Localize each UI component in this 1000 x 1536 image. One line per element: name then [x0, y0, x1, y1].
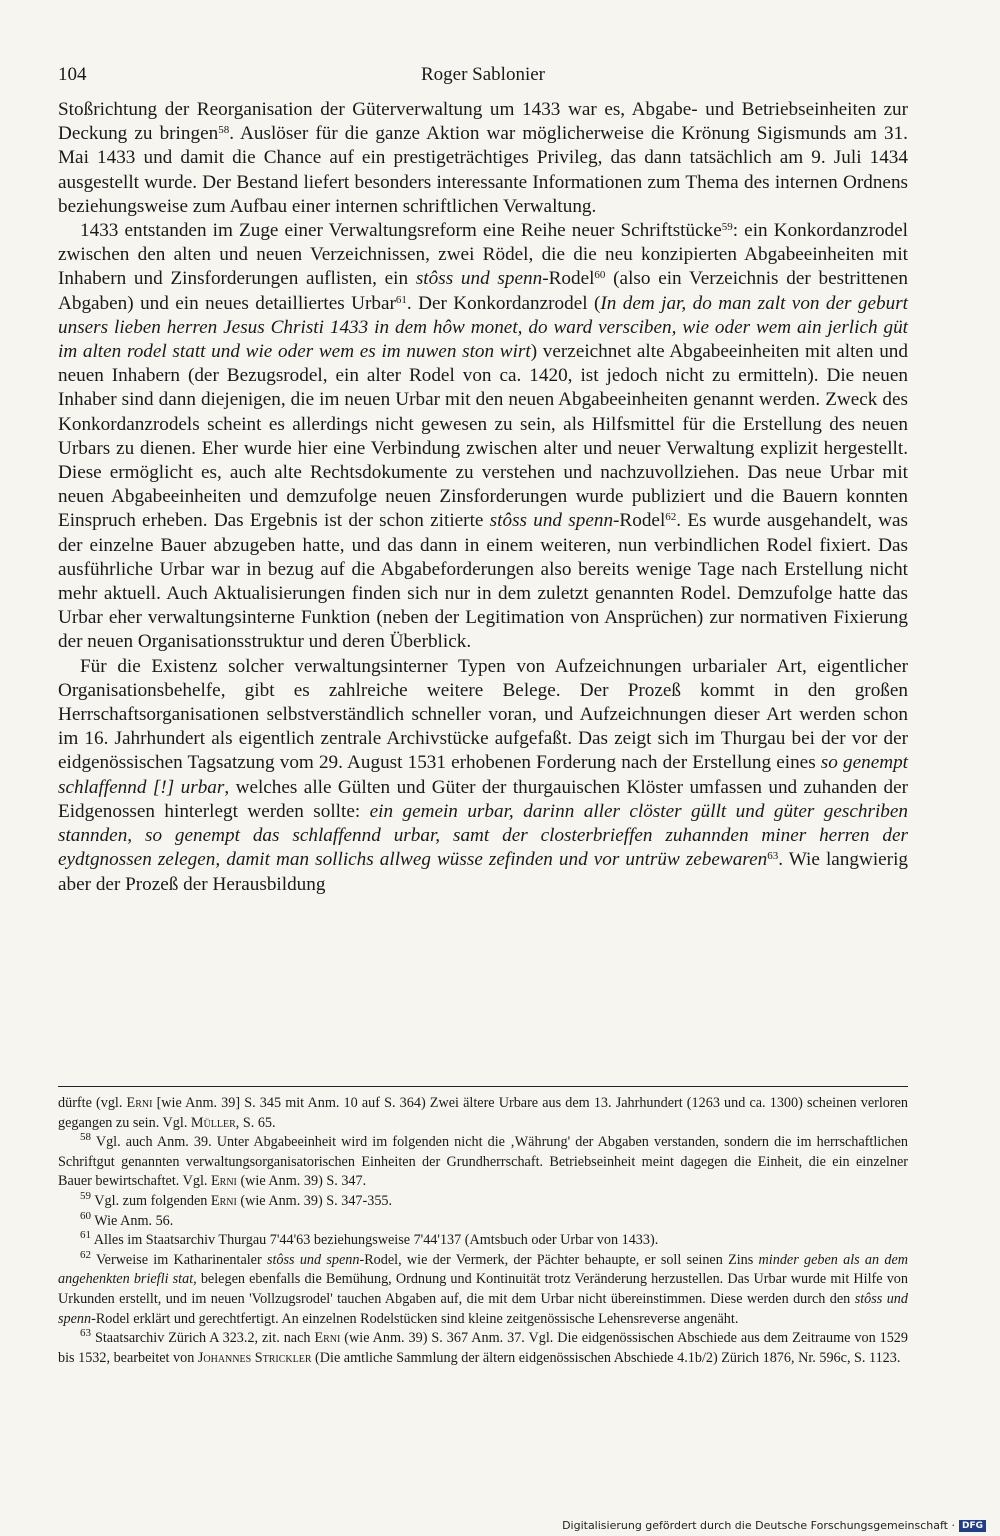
italic-run: so genempt schlaffennd [!] urbar	[58, 752, 908, 798]
text-run: . Wie langwierig aber der Prozeß der Herausbildung	[58, 849, 908, 895]
text-run: . Auslöser für die ganze Aktion war möglicherweise die Krönung Sigismunds am 31. Mai 1433 und damit die Chance auf ein prestigeträchtiges Privileg, das dann tatsächlich am 9. Juli 1434 ausgestellt wurde. Der Bestand liefert besonders interessante Informationen zum Thema des internen Ordnens beziehungsweise zum Aufbau einer internen schriftlichen Verwaltung.	[58, 123, 908, 217]
italic-run: stôss und spenn	[58, 1290, 908, 1327]
italic-run: stôss und spenn	[266, 1251, 360, 1268]
text-run: Wie Anm. 56.	[91, 1212, 174, 1229]
footnote-continuation	[58, 1094, 908, 1133]
footnote-number: 62	[80, 1248, 91, 1261]
text-run: . Es wurde ausgehandelt, was der einzelne Bauer abzugeben hatte, und das dann in einem weiteren, nun verbindlichen Rodel fixiert. Das ausführliche Urbar war in bezug auf die Abgabeforderungen also bereits wenige Tage nach Erstellung nicht mehr aktuell. Auch Aktualisierungen finden sich nur in dem zuletzt genannten Rodel. Demzufolge hatte das Urbar eher verwaltungsinterne Funktion (neben der Legitimation von Ansprüchen) zur normativen Fixierung der neuen Organisationsstruktur und deren Überblick.	[58, 510, 909, 653]
text-run: Für die Existenz solcher verwaltungsinterner Typen von Aufzeichnungen urbarialer Art, eigentlicher Organisationsbehelfe, gibt es zahlreiche weitere Belege. Der Prozeß kommt in den großen Herrschaftsorganisationen selbstverständlich schneller voran, und Aufzeichnungen dieser Art werden schon im 16. Jahrhundert als eigentlich zentrale Archivstücke aufgefaßt. Das zeigt sich im Thurgau bei der vor der eidgenössischen Tagsatzung vom 29. August 1531 erhobenen Forderung nach der Erstellung eines	[58, 655, 908, 774]
author-name: Erni	[314, 1330, 341, 1347]
body-paragraph	[58, 655, 908, 897]
text-run: -Rodel	[542, 268, 595, 290]
text-run: dürfte (vgl.	[58, 1095, 127, 1111]
italic-run: minder geben als an dem angehenkten briefli stat	[58, 1251, 909, 1288]
footnote-ref[interactable]: 58	[218, 124, 230, 137]
footnote-58	[58, 1133, 908, 1192]
text-run: Verweise im Katharinentaler	[91, 1251, 267, 1268]
page-number: 104	[58, 64, 87, 85]
text-run: Staatsarchiv Zürich A 323.2, zit. nach	[91, 1330, 315, 1347]
body-paragraph	[58, 219, 908, 655]
italic-run: stôss und spenn	[489, 510, 614, 532]
footnote-divider	[58, 1086, 908, 1087]
footnote-61	[58, 1231, 908, 1251]
author-name: Erni	[126, 1095, 153, 1111]
text-run: 1433 entstanden im Zuge einer Verwaltungsreform eine Reihe neuer Schriftstücke	[80, 220, 722, 242]
page-header	[58, 64, 908, 94]
text-run: Alles im Staatsarchiv Thurgau 7'44'63 beziehungsweise 7'44'137 (Amtsbuch oder Urbar von 1433).	[91, 1232, 659, 1249]
text-run: , S. 65.	[235, 1114, 276, 1131]
footnote-59	[58, 1189, 908, 1212]
text-run: Vgl. auch Anm. 39. Unter Abgabeeinheit wird im folgenden nicht die ‚Währung' der Abgaben verstanden, sondern die im herrschaftlichen Schriftgut genannten verwaltungsorganisatorischen Einheiten der Grundherrschaft. Betriebseinheit meint dagegen die Einheit, die ein einzelner Bauer bewirtschaftet. Vgl.	[58, 1134, 908, 1190]
text-run: Stoßrichtung der Reorganisation der Güterverwaltung um 1433 war es, Abgabe- und Betriebseinheiten zur Deckung zu bringen	[58, 99, 908, 145]
text-run: (wie Anm. 39) S. 347.	[236, 1173, 367, 1190]
footnote-number: 58	[80, 1131, 91, 1144]
text-run: . Der Konkordanzrodel (	[406, 292, 601, 314]
footnote-number: 61	[80, 1229, 91, 1242]
dfg-logo[interactable]: DFG	[959, 1520, 986, 1532]
footnote-number: 59	[80, 1189, 91, 1202]
running-title: Roger Sablonier	[420, 64, 545, 85]
footnote-ref[interactable]: 59	[721, 221, 733, 234]
text-run: (wie Anm. 39) S. 367 Anm. 37. Vgl. Die eidgenössischen Abschiede aus dem Zeitraume von 1529 bis 1532, bearbeitet von	[58, 1330, 908, 1366]
text-run: -Rodel	[613, 510, 666, 532]
author-name: Erni	[210, 1192, 237, 1209]
footnote-ref[interactable]: 61	[395, 293, 407, 306]
footnote-number: 60	[80, 1209, 91, 1222]
italic-run: stôss und spenn	[415, 268, 543, 290]
text-run: (Die amtliche Sammlung der ältern eidgenössischen Abschiede 4.1b/2) Zürich 1876, Nr. 596c, S. 1123.	[311, 1349, 901, 1366]
footnote-ref[interactable]: 62	[665, 511, 677, 524]
text-run: Vgl. zum folgenden	[91, 1192, 211, 1209]
footnote-ref[interactable]: 63	[767, 850, 779, 863]
text-run: [wie Anm. 39] S. 345 mit Anm. 10 auf S. 364) Zwei ältere Urbare aus dem 13. Jahrhundert (1263 und ca. 1300) scheinen verloren gegangen zu sein. Vgl.	[58, 1095, 908, 1131]
text-run: : ein Konkordanzrodel zwischen den alten und neuen Verzeichnissen, zwei Rödel, die die neu konzipierten Abgabeeinheiten mit Inhabern und Zinsforderungen auflisten, ein	[58, 220, 908, 290]
text-run: ) verzeichnet alte Abgabeeinheiten mit alten und neuen Inhabern (der Bezugsrodel, ein alter Rodel von ca. 1420, ist jedoch nicht zu ermitteln). Die neuen Inhaber sind dann diejenigen, die im neuen Urbar mit den neuen Abgabeeinheiten genannt werden. Zweck des Konkordanzrodels scheint es allerdings nicht gewesen zu sein, als Hilfsmittel für die Erstellung des neuen Urbars zu dienen. Eher wurde hier eine Verbindung zwischen alter und neuer Verwaltung explizit hergestellt. Diese ermöglicht es, auch alte Rechtsdokumente zu verstehen und nachzuvollziehen. Das neue Urbar mit neuen Abgabeeinheiten und demzufolge neuen Zinsforderungen wurde publiziert und die Bauern konnten Einspruch erheben. Das Ergebnis ist der schon zitierte	[58, 341, 908, 532]
author-name: Müller	[190, 1114, 236, 1131]
footnote-number: 63	[80, 1327, 91, 1340]
italic-run: In dem jar, do man zalt von der geburt unsers lieben herren Jesus Christi 1433 in dem hôw monet, do ward versciben, wie oder wem ain jerlich güt im alten rodel statt und wie oder wem es im nuwen ston wirt	[58, 292, 909, 363]
footnotes	[58, 1094, 908, 1368]
text-run: (also ein Verzeichnis der bestrittenen Abgaben) und ein neues detailliertes Urbar	[58, 268, 909, 314]
footnote-60	[58, 1209, 908, 1232]
italic-run: ein gemein urbar, darinn aller clöster güllt und güter geschriben stannden, so genempt das schlaffennd urbar, samt der closterbrieffen zuhannden miner herren der eydtgnossen zelegen, damit man sollichs allweg wüsse zefinden und vor untrüw zebewaren	[58, 800, 908, 871]
credit-text: Digitalisierung gefördert durch die Deutsche Forschungsgemeinschaft ·	[562, 1519, 955, 1532]
author-name: Erni	[211, 1173, 237, 1190]
text-run: -Rodel, wie der Vermerk, der Pächter behaupte, er soll seinen Zins	[359, 1251, 759, 1268]
text-run: -Rodel erklärt und gerechtfertigt. An einzelnen Rodelstücken sind kleine zeitgenössische Lehensreverse angenäht.	[91, 1310, 739, 1327]
footnote-63	[58, 1329, 908, 1368]
digitization-footer	[562, 1519, 986, 1532]
footnote-62	[58, 1248, 909, 1329]
author-name: Johannes Strickler	[197, 1349, 312, 1366]
footnote-ref[interactable]: 60	[594, 269, 606, 282]
text-run: , belegen ebenfalls die Bemühung, Ordnung und Kontinuität trotz Veränderung herzustellen. Das Urbar wurde mit Hilfe von Urkunden erstellt, und im neuen 'Vollzugsrodel' tauchen Abgaben auf, die mit dem Urbar nicht übereinstimmen. Diese werden durch den	[58, 1271, 908, 1307]
text-run: , welches alle Gülten und Güter der thurgauischen Klöster umfassen und zuhanden der Eidgenossen hinterlegt werden sollte:	[58, 776, 909, 822]
text-run: (wie Anm. 39) S. 347-355.	[236, 1192, 393, 1209]
body-paragraph	[58, 98, 908, 219]
body-text	[58, 98, 908, 897]
